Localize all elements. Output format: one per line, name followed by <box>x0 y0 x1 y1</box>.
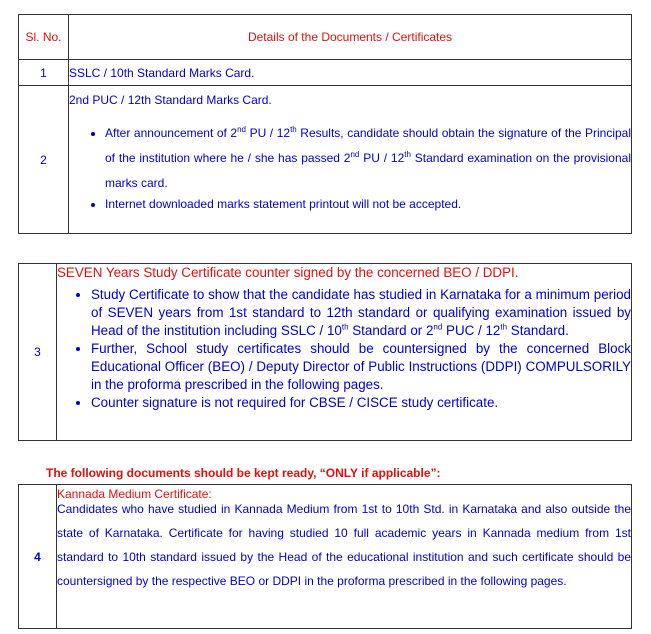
list-item: • Further, School study certificates should be countersigned by the concerned Block Educational Officer (BEO) / Deputy Director of Public Instructions (DDPI) COMPULSORILY in the proforma prescribed in the following pages. <box>91 340 631 394</box>
superscript: th <box>404 150 411 159</box>
text-part: Study Certificate to show that the candidate has studied in Karnataka for a minimum period of SEVEN years from 1st standard to 12th standard or qualifying examination issued by Head of the institution including SSLC / 10 <box>91 287 631 338</box>
optional-documents-note: The following documents should be kept ready, “ONLY if applicable”: <box>46 466 441 480</box>
documents-table-2 <box>18 263 632 441</box>
table-row <box>19 264 632 441</box>
bullet-list <box>57 286 631 412</box>
table-row <box>19 86 632 234</box>
superscript: nd <box>237 125 247 134</box>
row-text: Candidates who have studied in Kannada Medium from 1st to 10th Std. in Karnataka and also outside the state of Karnataka. Certificate for having studied 10 full academic years in Kannada medium from 1st standard to 10th standard issued by the Head of the educational institution and such certificate should be countersigned by the respective BEO or DDPI in the proforma prescribed in the following pages. <box>57 502 631 588</box>
table-header-row <box>19 15 632 60</box>
text-part: Standard examination on the provisional marks card. <box>105 151 631 190</box>
bullet-list <box>69 121 631 211</box>
text-part: Results, candidate should obtain the signature of the Principal of the institution where he / she has passed 2 <box>105 126 631 165</box>
header-details: Details of the Documents / Certificates <box>69 15 632 60</box>
superscript: th <box>290 125 297 134</box>
table-row <box>19 60 632 86</box>
row-number: 2 <box>19 86 69 234</box>
row-title: SEVEN Years Study Certificate counter signed by the concerned BEO / DDPI. <box>57 265 519 280</box>
text-part: PU / 12 <box>246 126 291 140</box>
list-item <box>105 121 631 196</box>
superscript: th <box>341 322 349 332</box>
text-part: Standard or 2 <box>348 323 434 338</box>
row-content <box>69 86 632 234</box>
row-text: SSLC / 10th Standard Marks Card. <box>69 60 632 86</box>
header-sl-no: Sl. No. <box>19 15 69 60</box>
table-row <box>19 485 632 629</box>
row-title: Kannada Medium Certificate: <box>57 487 212 501</box>
row-content <box>57 264 632 441</box>
list-item: • Internet downloaded marks statement printout will not be accepted. <box>105 197 631 211</box>
documents-table-1 <box>18 14 632 234</box>
row-content <box>57 485 632 629</box>
row-title: 2nd PUC / 12th Standard Marks Card. <box>69 93 272 107</box>
superscript: nd <box>350 150 360 159</box>
list-item <box>91 286 631 340</box>
row-number: 1 <box>19 60 69 86</box>
text-part: After announcement of 2 <box>105 126 238 140</box>
row-number: 3 <box>19 264 57 441</box>
text-part: PU / 12 <box>359 151 405 165</box>
superscript: th <box>500 322 508 332</box>
row-number: 4 <box>19 485 57 629</box>
text-part: Standard. <box>507 323 569 338</box>
list-item: • Counter signature is not required for CBSE / CISCE study certificate. <box>91 394 631 412</box>
documents-table-3 <box>18 484 632 629</box>
text-part: PUC / 12 <box>442 323 501 338</box>
superscript: nd <box>433 322 443 332</box>
